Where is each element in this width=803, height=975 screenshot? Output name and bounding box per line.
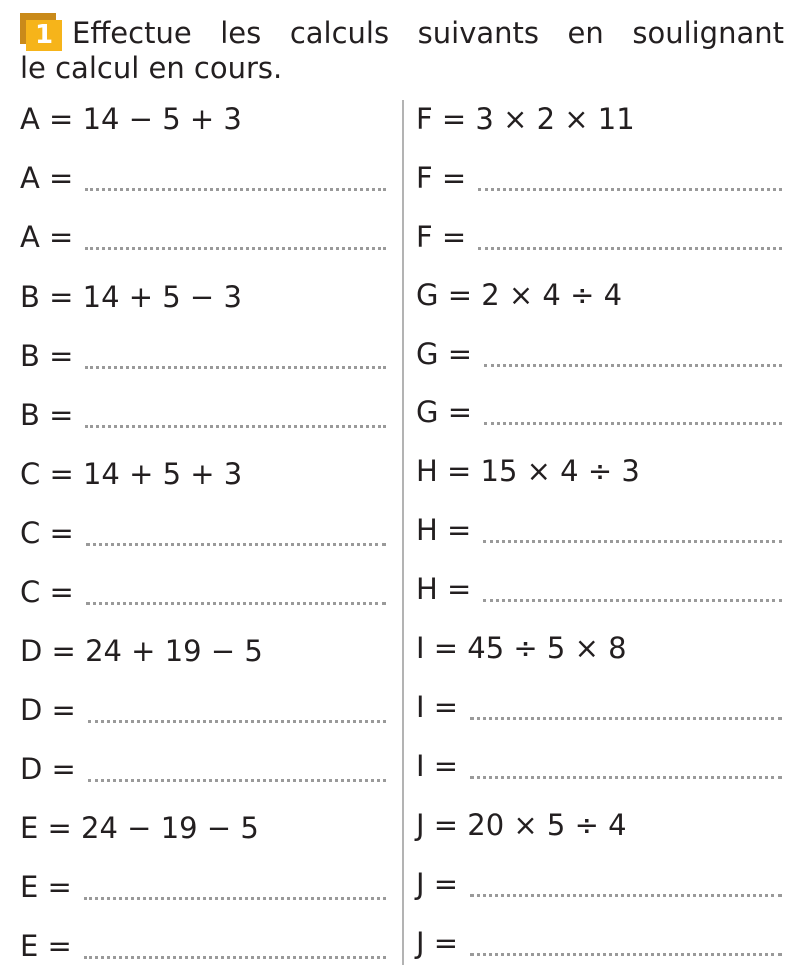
answer-line-c-2[interactable] (20, 572, 386, 612)
dotted-answer-line[interactable] (484, 364, 782, 367)
expression-text: I = 45 ÷ 5 × 8 (416, 631, 627, 665)
answer-label: B = (20, 339, 74, 373)
expression-text: F = 3 × 2 × 11 (416, 102, 635, 136)
dotted-answer-line[interactable] (85, 188, 386, 191)
expression-text: J = 20 × 5 ÷ 4 (416, 808, 627, 842)
expression-d (20, 631, 386, 671)
answer-line-h-2[interactable] (416, 569, 782, 609)
answer-line-b-1[interactable] (20, 336, 386, 376)
answer-label: A = (20, 220, 74, 254)
answer-line-e-2[interactable] (20, 926, 386, 966)
expression-text: E = 24 − 19 − 5 (20, 811, 259, 845)
answer-label: C = (20, 516, 74, 550)
dotted-answer-line[interactable] (88, 720, 386, 723)
answer-line-h-1[interactable] (416, 510, 782, 550)
dotted-answer-line[interactable] (86, 543, 386, 546)
dotted-answer-line[interactable] (483, 599, 782, 602)
expression-e (20, 808, 386, 848)
exercise-number: 1 (26, 20, 62, 51)
answer-label: E = (20, 929, 72, 963)
answer-line-c-1[interactable] (20, 513, 386, 553)
answer-line-g-2[interactable] (416, 392, 782, 432)
expression-b (20, 277, 386, 317)
answer-label: I = (416, 690, 459, 724)
answer-label: J = (416, 926, 459, 960)
answer-label: F = (416, 220, 467, 254)
answer-label: F = (416, 161, 467, 195)
dotted-answer-line[interactable] (470, 776, 782, 779)
answer-label: I = (416, 749, 459, 783)
answer-line-d-2[interactable] (20, 749, 386, 789)
answer-label: G = (416, 337, 472, 371)
dotted-answer-line[interactable] (88, 779, 386, 782)
expression-text: G = 2 × 4 ÷ 4 (416, 278, 623, 312)
answer-label: A = (20, 161, 74, 195)
answer-label: E = (20, 870, 72, 904)
answer-label: H = (416, 572, 472, 606)
dotted-answer-line[interactable] (483, 540, 782, 543)
answer-line-i-1[interactable] (416, 687, 782, 727)
instruction-line-1: Effectue les calculs suivants en soulignant (72, 16, 784, 50)
expression-g (416, 275, 782, 315)
expression-f (416, 99, 782, 139)
dotted-answer-line[interactable] (478, 188, 782, 191)
expression-a (20, 99, 386, 139)
answer-label: G = (416, 395, 472, 429)
expression-j (416, 805, 782, 845)
answer-label: H = (416, 513, 472, 547)
answer-line-b-2[interactable] (20, 395, 386, 435)
dotted-answer-line[interactable] (84, 956, 386, 959)
answer-line-a-2[interactable] (20, 217, 386, 257)
answer-line-d-1[interactable] (20, 690, 386, 730)
dotted-answer-line[interactable] (86, 602, 386, 605)
answer-line-g-1[interactable] (416, 334, 782, 374)
answer-line-f-1[interactable] (416, 158, 782, 198)
expression-text: A = 14 − 5 + 3 (20, 102, 242, 136)
answer-label: C = (20, 575, 74, 609)
dotted-answer-line[interactable] (478, 247, 782, 250)
dotted-answer-line[interactable] (470, 717, 782, 720)
expression-i (416, 628, 782, 668)
dotted-answer-line[interactable] (470, 953, 782, 956)
expression-text: D = 24 + 19 − 5 (20, 634, 263, 668)
answer-label: D = (20, 693, 76, 727)
expression-text: C = 14 + 5 + 3 (20, 457, 243, 491)
answer-line-i-2[interactable] (416, 746, 782, 786)
expression-text: H = 15 × 4 ÷ 3 (416, 454, 640, 488)
dotted-answer-line[interactable] (85, 366, 386, 369)
dotted-answer-line[interactable] (85, 247, 386, 250)
answer-label: J = (416, 867, 459, 901)
answer-line-e-1[interactable] (20, 867, 386, 907)
instruction-line-2: le calcul en cours. (20, 51, 283, 85)
answer-line-f-2[interactable] (416, 217, 782, 257)
dotted-answer-line[interactable] (470, 894, 782, 897)
answer-label: B = (20, 398, 74, 432)
answer-label: D = (20, 752, 76, 786)
dotted-answer-line[interactable] (84, 897, 386, 900)
answer-line-j-1[interactable] (416, 864, 782, 904)
dotted-answer-line[interactable] (484, 422, 782, 425)
exercise-number-badge (20, 13, 62, 51)
column-divider (402, 100, 404, 965)
expression-text: B = 14 + 5 − 3 (20, 280, 242, 314)
answer-line-j-2[interactable] (416, 923, 782, 963)
dotted-answer-line[interactable] (85, 425, 386, 428)
expression-h (416, 451, 782, 491)
expression-c (20, 454, 386, 494)
answer-line-a-1[interactable] (20, 158, 386, 198)
